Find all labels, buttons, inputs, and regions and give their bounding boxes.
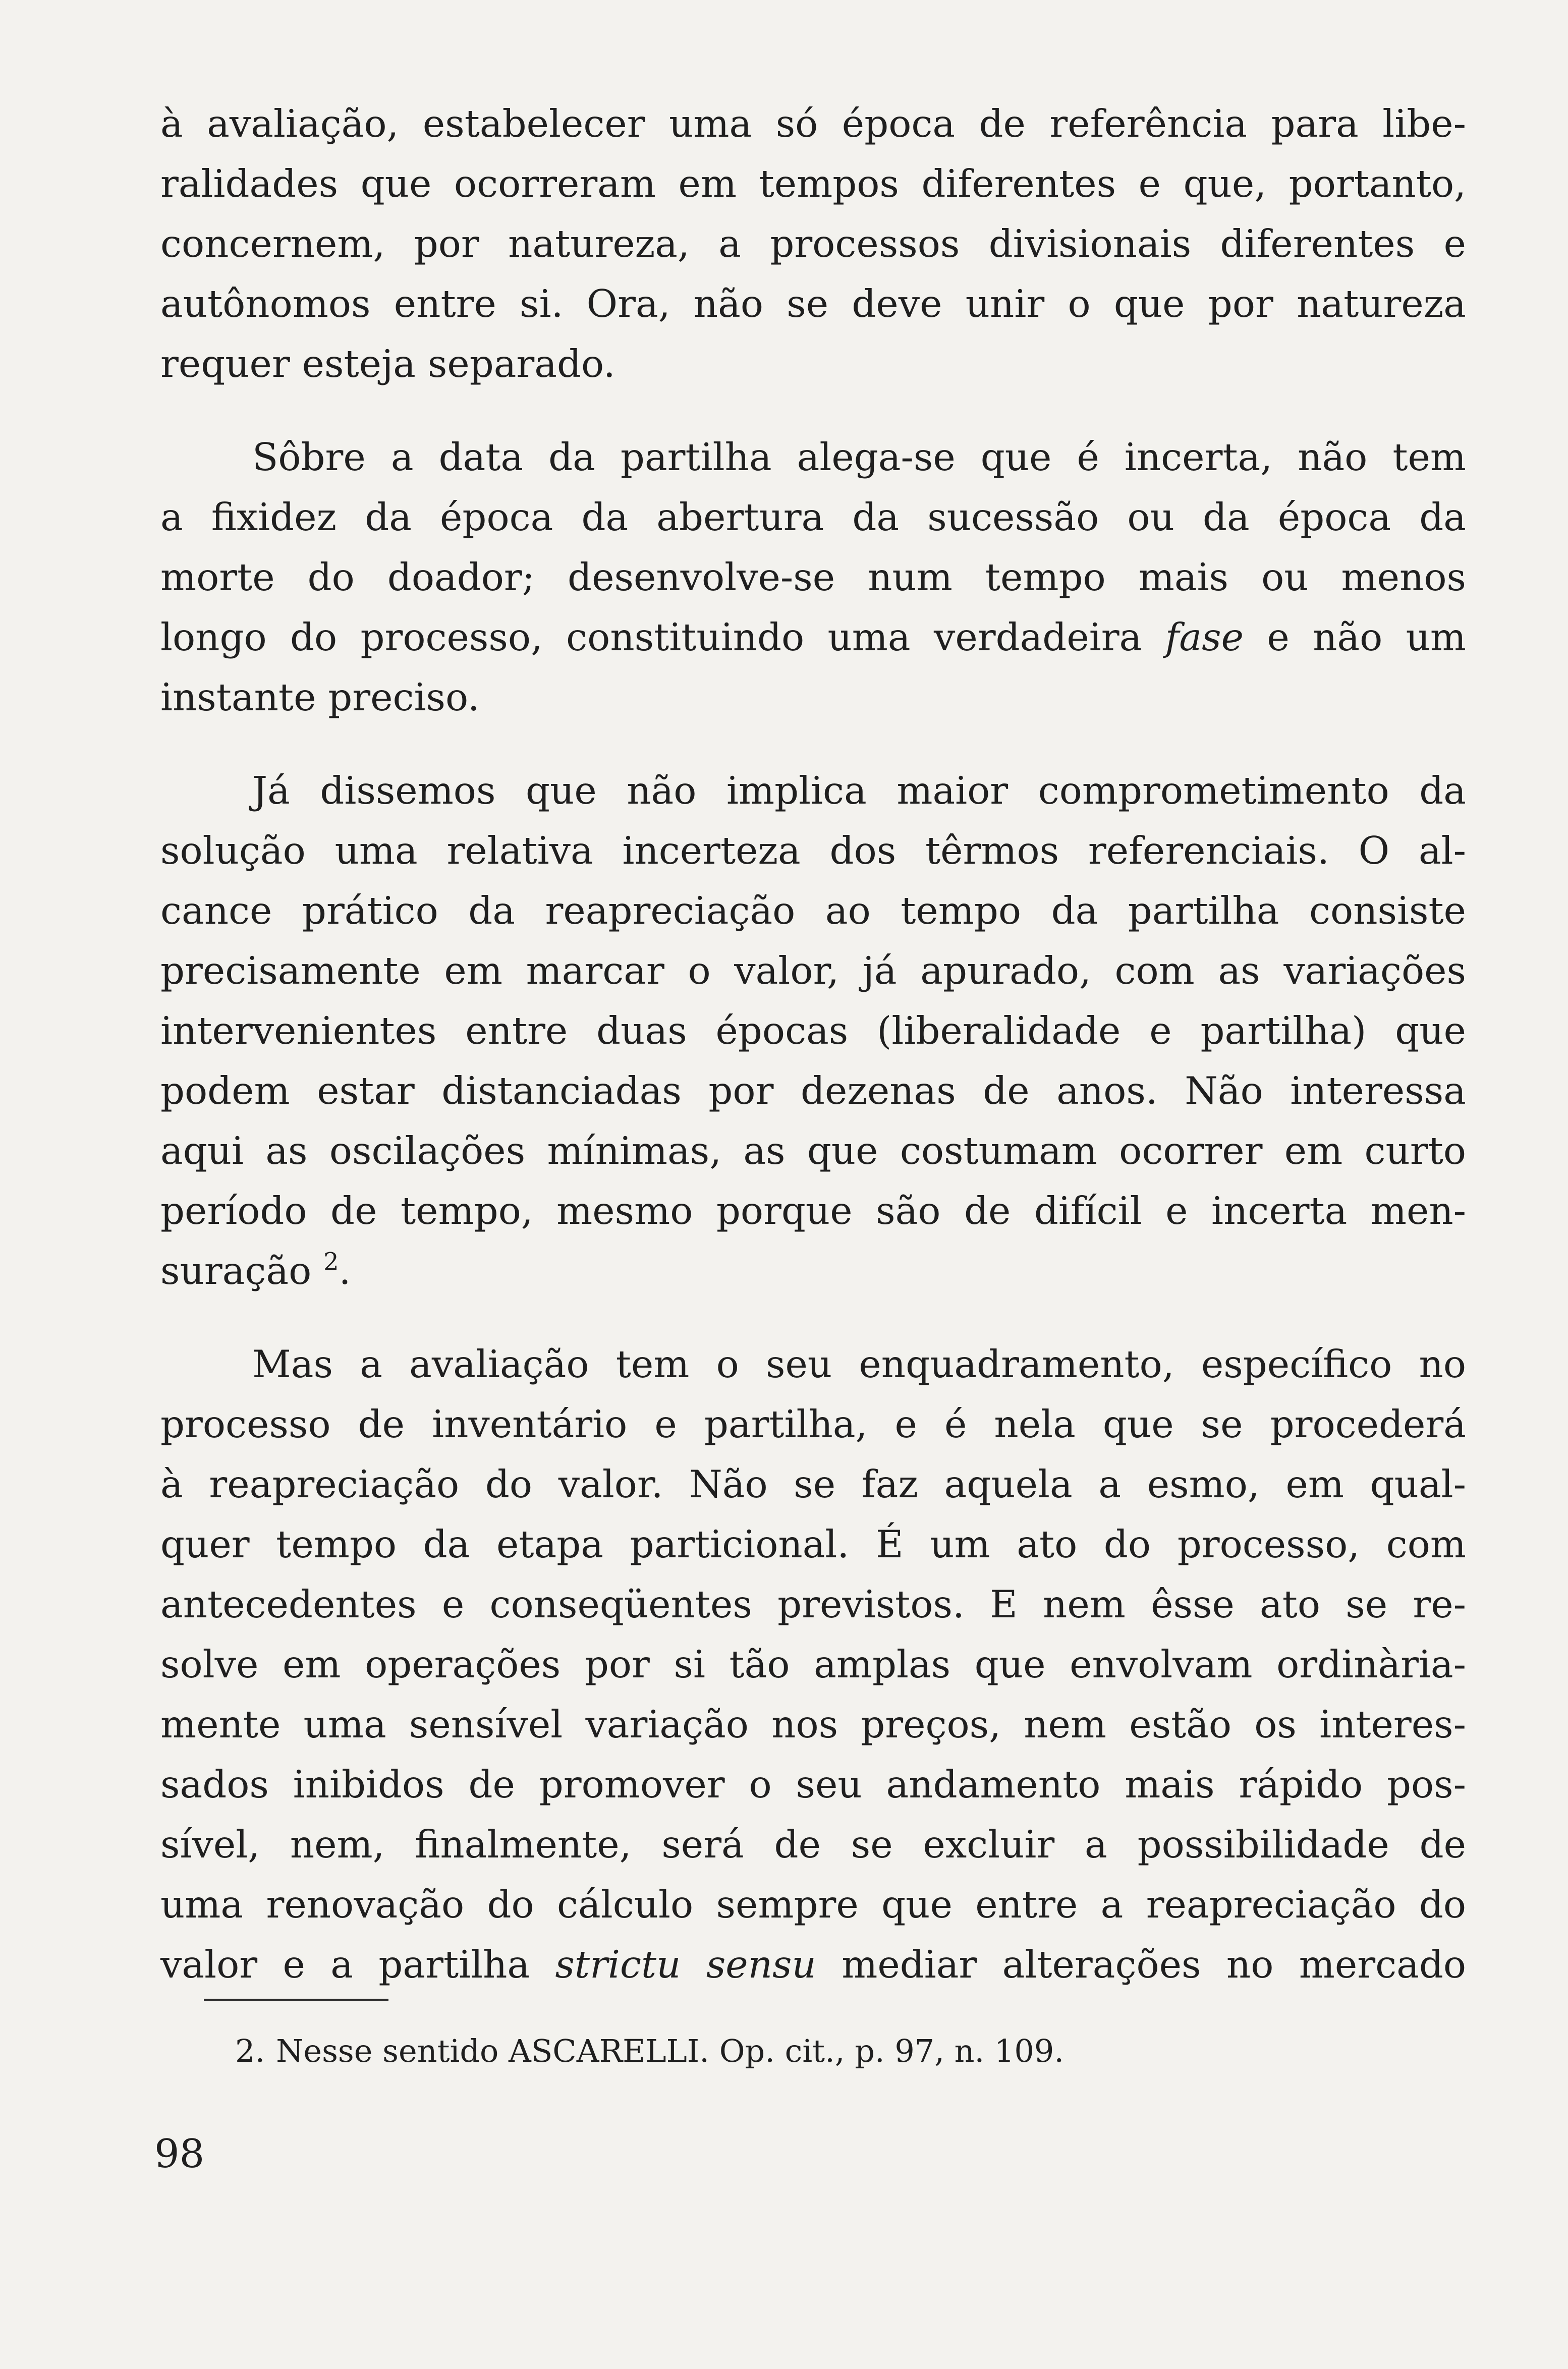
text-line: Sôbre a data da partilha alega-se que é incerta, não tem	[252, 435, 1466, 479]
paragraph-4	[160, 1334, 1466, 1995]
paragraph-2	[160, 427, 1466, 727]
text-line: sados inibidos de promover o seu andamento mais rápido pos-	[160, 1762, 1466, 1807]
footnote-divider	[204, 1999, 388, 2001]
text-line: quer tempo da etapa particional. É um ato do processo, com	[160, 1522, 1466, 1566]
text-line: Mas a avaliação tem o seu enquadramento, específico no	[252, 1342, 1466, 1386]
text-line: concernem, por natureza, a processos divisionais diferentes e	[160, 221, 1466, 266]
text-line: precisamente em marcar o valor, já apurado, com as variações	[160, 948, 1466, 993]
text-segment: longo do processo, constituindo uma verdadeira	[160, 615, 1142, 659]
text-segment: e não um	[1267, 615, 1467, 659]
italic-term: fase	[1165, 615, 1244, 659]
text-segment: suração	[160, 1249, 312, 1293]
text-line: à reapreciação do valor. Não se faz aquela a esmo, em qual-	[160, 1462, 1466, 1506]
text-line: autônomos entre si. Ora, não se deve unir o que por natureza	[160, 281, 1466, 326]
text-line: processo de inventário e partilha, e é nela que se procederá	[160, 1402, 1466, 1446]
text-line	[160, 1241, 1466, 1301]
text-segment: valor e a partilha	[160, 1942, 530, 1987]
text-line: solve em operações por si tão amplas que envolvam ordinària-	[160, 1642, 1466, 1686]
text-line: uma renovação do cálculo sempre que entre a reapreciação do	[160, 1882, 1466, 1927]
text-line: intervenientes entre duas épocas (liberalidade e partilha) que	[160, 1008, 1466, 1053]
footnote	[235, 2031, 1064, 2071]
text-line: aqui as oscilações mínimas, as que costumam ocorrer em curto	[160, 1129, 1466, 1173]
page-number: 98	[154, 2131, 205, 2177]
text-line: requer esteja separado.	[160, 342, 615, 386]
text-segment: mediar alterações no mercado	[842, 1942, 1466, 1987]
text-line: Já dissemos que não implica maior comprometimento da	[252, 768, 1466, 813]
text-line: sível, nem, finalmente, será de se excluir a possibilidade de	[160, 1822, 1466, 1867]
text-line: à avaliação, estabelecer uma só época de referência para libe-	[160, 101, 1466, 146]
text-line	[160, 1935, 1466, 1995]
body-text	[160, 94, 1466, 1995]
text-line: instante preciso.	[160, 675, 480, 719]
text-line: período de tempo, mesmo porque são de difícil e incerta men-	[160, 1189, 1466, 1233]
text-line: ralidades que ocorreram em tempos diferentes e que, portanto,	[160, 161, 1466, 206]
text-segment: .	[339, 1249, 351, 1293]
italic-term: strictu sensu	[555, 1942, 816, 1987]
footnote-reference: 2	[323, 1248, 339, 1276]
text-line: solução uma relativa incerteza dos têrmos referenciais. O al-	[160, 828, 1466, 873]
text-line: cance prático da reapreciação ao tempo da partilha consiste	[160, 888, 1466, 933]
footnote-number: 2.	[235, 2033, 265, 2069]
paragraph-1	[160, 94, 1466, 394]
footnote-text: Nesse sentido ASCARELLI. Op. cit., p. 97, n. 109.	[276, 2033, 1065, 2069]
paragraph-3	[160, 761, 1466, 1301]
text-line	[160, 607, 1466, 667]
text-line: morte do doador; desenvolve-se num tempo mais ou menos	[160, 555, 1466, 599]
text-line: mente uma sensível variação nos preços, nem estão os interes-	[160, 1702, 1466, 1746]
text-line: a fixidez da época da abertura da sucessão ou da época da	[160, 495, 1466, 539]
text-line: antecedentes e conseqüentes previstos. E nem êsse ato se re-	[160, 1582, 1466, 1626]
text-line: podem estar distanciadas por dezenas de anos. Não interessa	[160, 1068, 1466, 1113]
